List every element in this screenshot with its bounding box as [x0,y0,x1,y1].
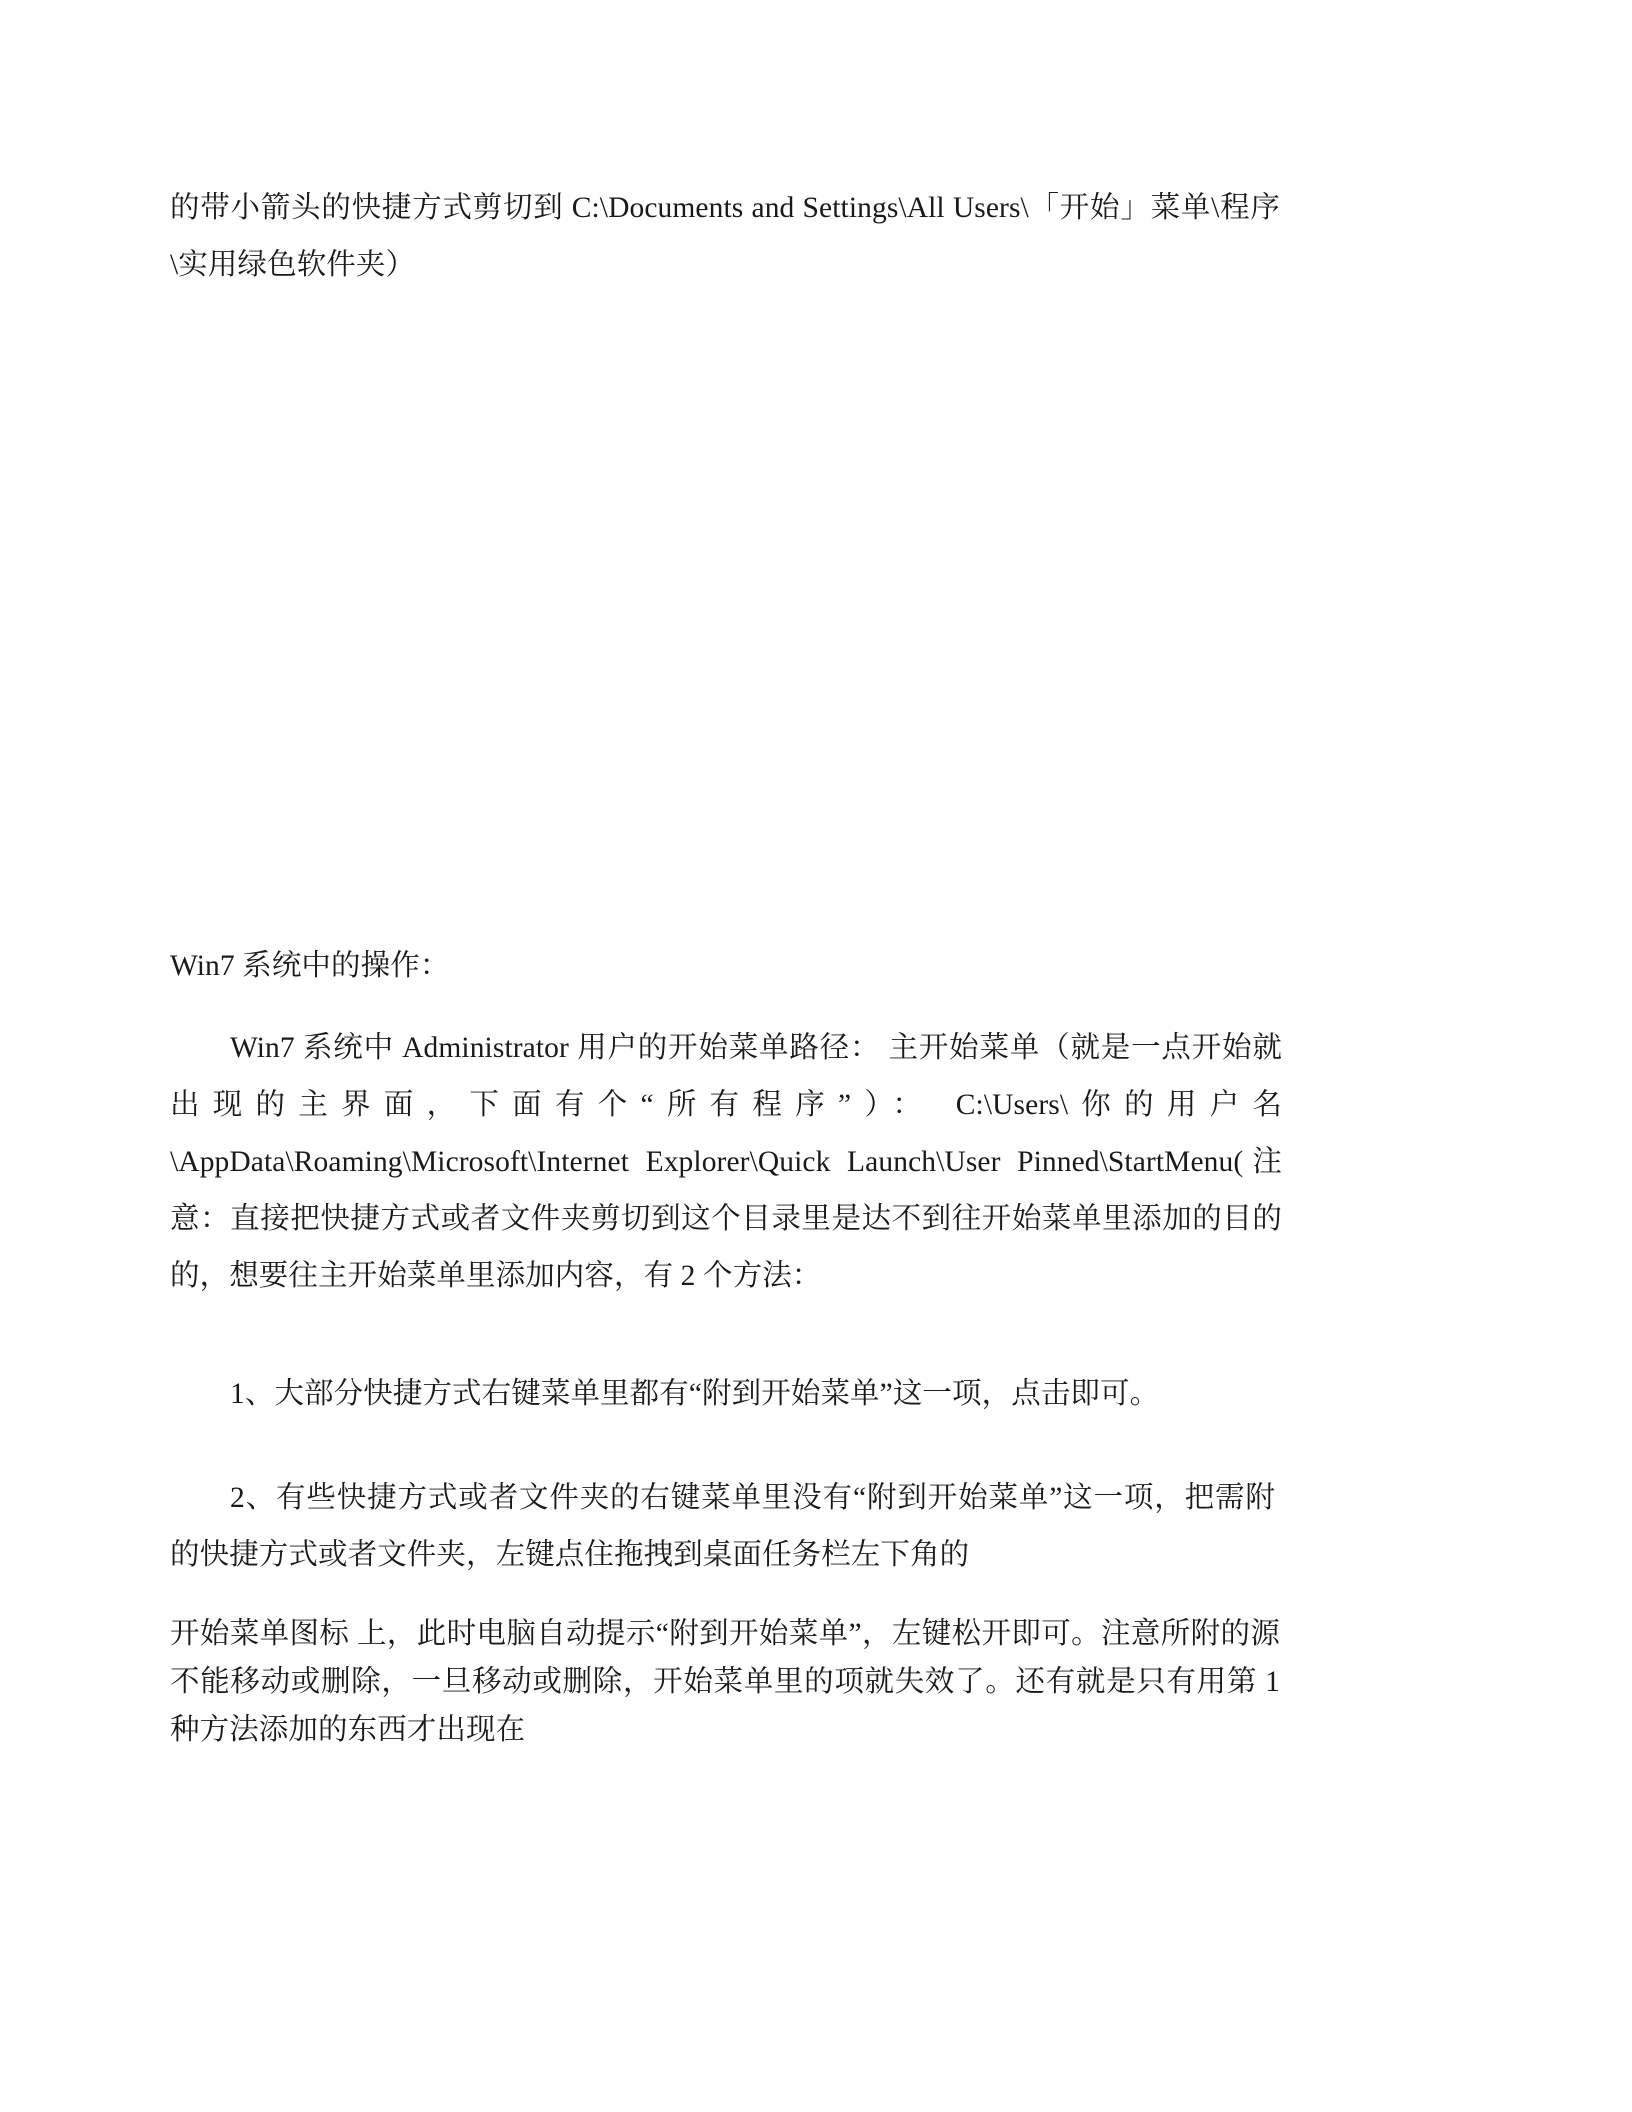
paragraph-method-1: 1、大部分快捷方式右键菜单里都有“附到开始菜单”这一项，点击即可。 [230,1377,1160,1410]
paragraph-heading-win7: Win7 系统中的操作： [170,949,450,982]
blank-gap-region [170,270,1275,910]
paragraph-method-2: 2、有些快捷方式或者文件夹的右键菜单里没有“附到开始菜单”这一项，把需附的快捷方式或者文件夹，左键点住拖拽到桌面任务栏左下角的 [170,1481,1275,1571]
paragraph-continuation: 的带小箭头的快捷方式剪切到 C:\Documents and Settings\All Users\「开始」菜单\程序\实用绿色软件夹） [170,191,1280,281]
paragraph-tail-note: 开始菜单图标 上，此时电脑自动提示“附到开始菜单”，左键松开即可。注意所附的源不能移动或删除，一旦移动或删除，开始菜单里的项就失效了。还有就是只有用第 1 种方法添加的东西才出现在 [170,1617,1280,1746]
paragraph-start-menu-path: Win7 系统中 Administrator 用户的开始菜单路径： 主开始菜单（就是一点开始就出现的主界面，下面有个“所有程序”）： C:\Users\你的用户名\AppData\Roaming\Microsoft\Internet Explorer\Quick Launch\User Pinned\StartMenu(注意：直接把快捷方式或者文件夹剪切到这个目录里是达不到往开始菜单里添加的目的的，想要往主开始菜单里添加内容，有 2 个方法： [170,1031,1282,1292]
